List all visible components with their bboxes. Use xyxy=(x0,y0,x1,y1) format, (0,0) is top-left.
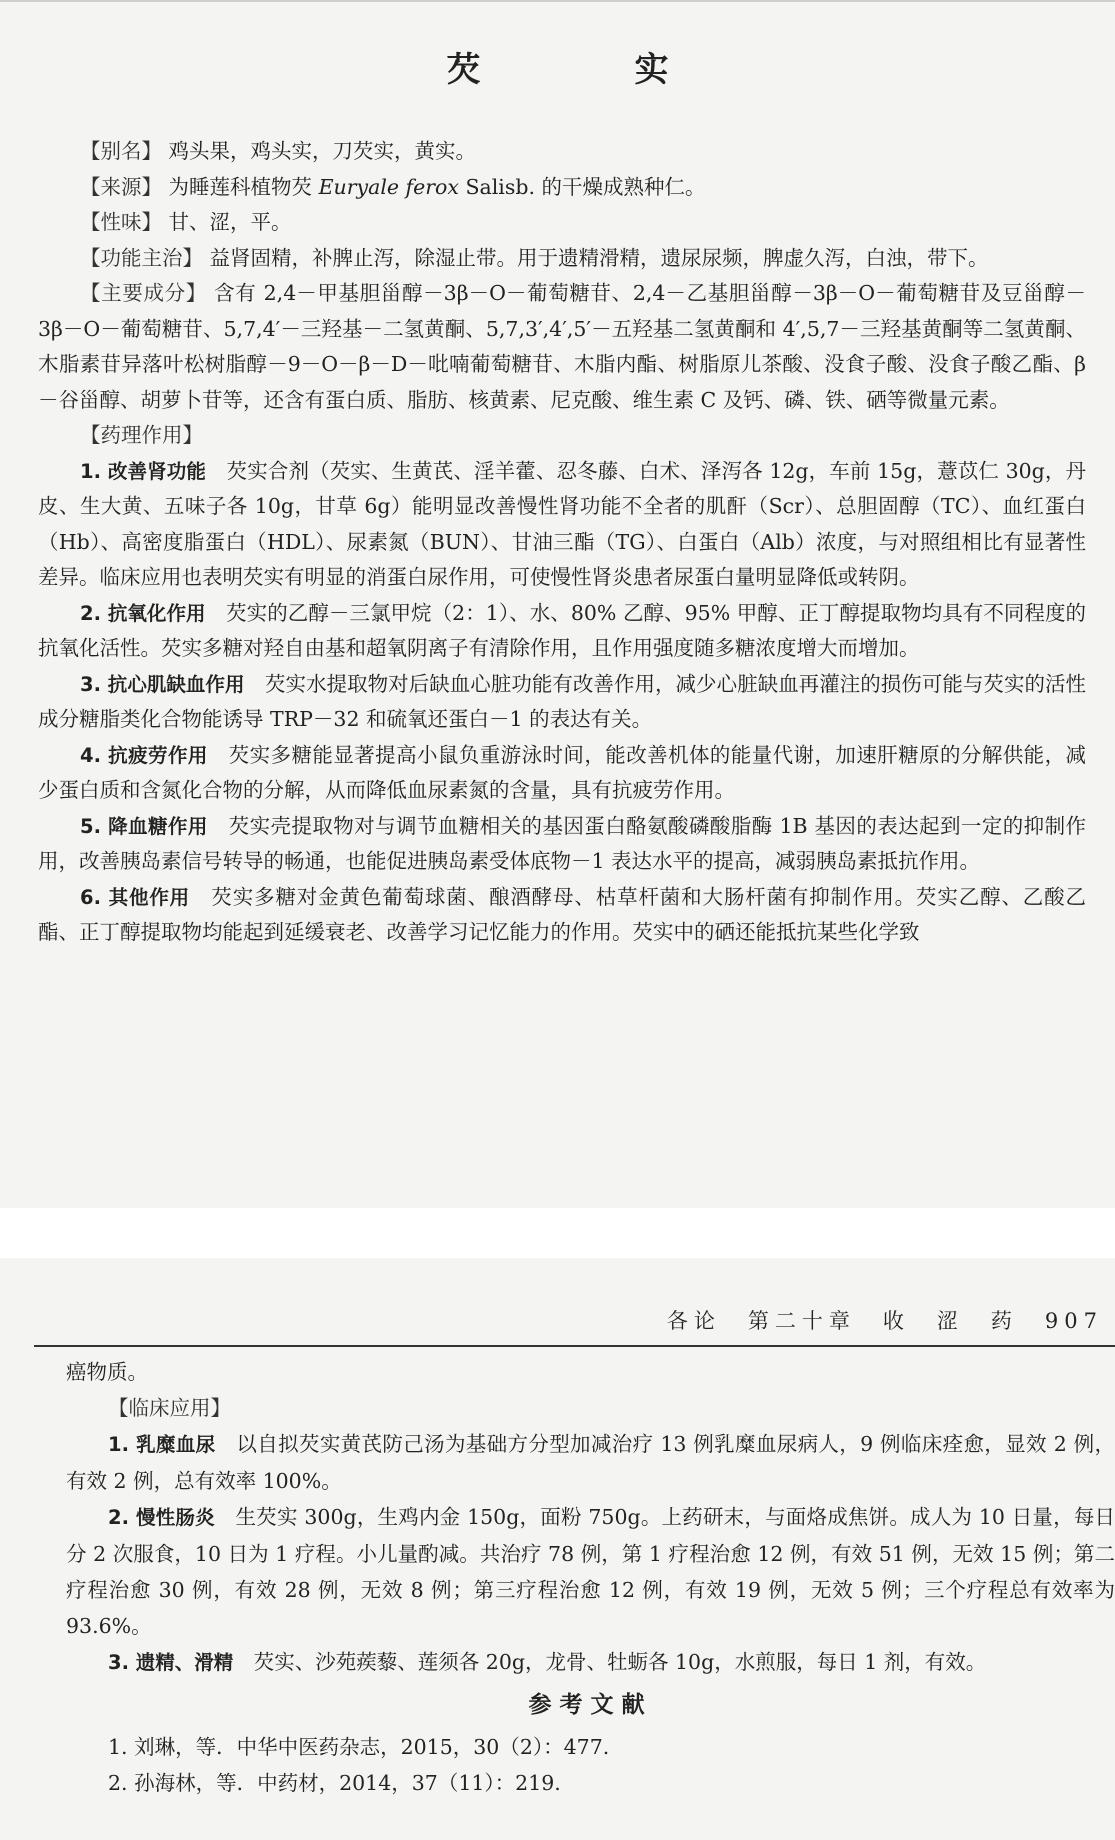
clinical-item-text: 以自拟芡实黄芪防己汤为基础方分型加减治疗 13 例乳糜血尿病人，9 例临床痊愈，显效 2 例，有效 2 例，总有效率 100%。 xyxy=(66,1432,1115,1493)
pharm-item xyxy=(38,738,1086,809)
pharm-item xyxy=(38,454,1086,596)
components-paragraph xyxy=(38,276,1086,418)
header-rule xyxy=(34,1345,1115,1347)
clinical-item xyxy=(66,1499,1115,1644)
monograph-body-continued xyxy=(66,1354,1115,1801)
pharm-item-heading: 4. 抗疲劳作用 xyxy=(80,743,208,767)
clinical-heading xyxy=(66,1390,1115,1426)
book-page-lower xyxy=(0,1258,1115,1840)
source-tag: 【来源】 xyxy=(80,174,162,199)
nature-tag: 【性味】 xyxy=(80,210,162,234)
function-text: 益肾固精，补脾止泻，除湿止带。用于遗精滑精，遗尿尿频，脾虚久泻，白浊，带下。 xyxy=(209,245,989,270)
pharm-item-text: 芡实壳提取物对与调节血糖相关的基因蛋白酪氨酸磷酸脂酶 1B 基因的表达起到一定的抑制作用，改善胰岛素信号转导的畅通，也能促进胰岛素受体底物－1 表达水平的提高，减弱胰岛素抵抗作用。 xyxy=(38,813,1087,873)
function-line xyxy=(38,241,1086,277)
clinical-item-heading: 3. 遗精、滑精 xyxy=(108,1651,234,1674)
pharm-item xyxy=(38,667,1086,738)
continuation-text: 癌物质。 xyxy=(66,1360,148,1384)
source-post: Salisb. 的干燥成熟种仁。 xyxy=(458,174,706,199)
pharm-item-heading: 3. 抗心肌缺血作用 xyxy=(80,672,245,696)
pharmacology-tag: 【药理作用】 xyxy=(80,423,203,447)
running-header: 各论 第二十章 收 涩 药 907 xyxy=(666,1309,1103,1333)
clinical-tag: 【临床应用】 xyxy=(108,1396,231,1420)
monograph-body xyxy=(38,134,1086,951)
source-pre: 为睡莲科植物芡 xyxy=(168,174,319,199)
page-gap xyxy=(0,1208,1115,1258)
pharmacology-heading xyxy=(38,418,1086,454)
page-title: 芡 实 xyxy=(446,50,729,90)
pharm-item-text: 芡实水提取物对后缺血心脏功能有改善作用，减少心脏缺血再灌注的损伤可能与芡实的活性成分糖脂类化合物能诱导 TRP－32 和硫氧还蛋白－1 的表达有关。 xyxy=(38,671,1087,731)
alias-tag: 【别名】 xyxy=(80,139,162,163)
clinical-item-text: 芡实、沙苑蒺藜、莲须各 20g，龙骨、牡蛎各 10g，水煎服，每日 1 剂，有效。 xyxy=(253,1650,987,1674)
reference-item: 2. 孙海林，等．中药材，2014，37（11）：219. xyxy=(108,1771,561,1795)
components-text: 含有 2,4－甲基胆甾醇－3β－O－葡萄糖苷、2,4－乙基胆甾醇－3β－O－葡萄糖苷及豆甾醇－3β－O－葡萄糖苷、5,7,4′－三羟基－二氢黄酮、5,7,3′,4′,5′－五羟基二氢黄酮和 4′,5,7－三羟基黄酮等二氢黄酮、木脂素苷异落叶松树脂醇－9－O－β－D－吡喃葡萄糖苷、木脂内酯、树脂原儿茶酸、没食子酸、没食子酸乙酯、β－谷甾醇、胡萝卜苷等，还含有蛋白质、脂肪、核黄素、尼克酸、维生素 C 及钙、磷、铁、硒等微量元素。 xyxy=(38,281,1086,412)
pharm-item-text: 芡实合剂（芡实、生黄芪、淫羊藿、忍冬藤、白术、泽泻各 12g，车前 15g，薏苡仁 30g，丹皮、生大黄、五味子各 10g，甘草 6g）能明显改善慢性肾功能不全者的肌酐（Scr）、总胆固醇（TC）、血红蛋白（Hb）、高密度脂蛋白（HDL）、尿素氮（BUN）、甘油三酯（TG）、白蛋白（Alb）浓度，与对照组相比有显著性差异。临床应用也表明芡实有明显的消蛋白尿作用，可使慢性肾炎患者尿蛋白量明显降低或转阴。 xyxy=(38,458,1087,589)
function-tag: 【功能主治】 xyxy=(80,245,203,270)
clinical-item-text: 生芡实 300g，生鸡内金 150g，面粉 750g。上药研末，与面烙成焦饼。成人为 10 日量，每日分 2 次服食，10 日为 1 疗程。小儿量酌减。共治疗 78 例，第 1 疗程治愈 12 例，有效 51 例，无效 15 例；第二疗程治愈 30 例，有效 28 例，无效 8 例；第三疗程治愈 12 例，有效 19 例，无效 5 例；三个疗程总有效率为 93.6%。 xyxy=(66,1505,1115,1638)
pharm-item xyxy=(38,596,1086,667)
pharm-item-text: 芡实多糖能显著提高小鼠负重游泳时间，能改善机体的能量代谢，加速肝糖原的分解供能，减少蛋白质和含氮化合物的分解，从而降低血尿素氮的含量，具有抗疲劳作用。 xyxy=(38,742,1087,802)
clinical-item xyxy=(66,1644,1115,1681)
components-tag: 【主要成分】 xyxy=(80,281,207,305)
clinical-item xyxy=(66,1426,1115,1499)
pharm-item xyxy=(38,880,1086,951)
pharm-item-heading: 1. 改善肾功能 xyxy=(80,459,206,483)
nature-text: 甘、涩，平。 xyxy=(168,210,292,234)
pharm-item xyxy=(38,809,1086,880)
references-title: 参考文献 xyxy=(528,1692,653,1718)
pharm-item-heading: 2. 抗氧化作用 xyxy=(80,601,206,625)
pharm-item-text: 芡实多糖对金黄色葡萄球菌、酿酒酵母、枯草杆菌和大肠杆菌有抑制作用。芡实乙醇、乙酸乙酯、正丁醇提取物均能起到延缓衰老、改善学习记忆能力的作用。芡实中的硒还能抵抗某些化学致 xyxy=(38,884,1087,944)
source-line xyxy=(38,170,1086,206)
nature-line xyxy=(38,205,1086,241)
source-latin: Euryale ferox xyxy=(318,174,459,199)
clinical-item-heading: 2. 慢性肠炎 xyxy=(108,1506,215,1529)
reference-item: 1. 刘琳，等．中华中医药杂志，2015，30（2）：477. xyxy=(108,1735,610,1759)
alias-text: 鸡头果，鸡头实，刀芡实，黄实。 xyxy=(168,139,477,163)
alias-line xyxy=(38,134,1086,170)
clinical-item-heading: 1. 乳糜血尿 xyxy=(108,1433,216,1456)
pharm-item-heading: 6. 其他作用 xyxy=(80,885,191,909)
pharm-item-text: 芡实的乙醇－三氯甲烷（2：1）、水、80% 乙醇、95% 甲醇、正丁醇提取物均具有不同程度的抗氧化活性。芡实多糖对羟自由基和超氧阴离子有清除作用，且作用强度随多糖浓度增大而增加。 xyxy=(38,600,1087,660)
pharm-item-heading: 5. 降血糖作用 xyxy=(80,814,208,838)
